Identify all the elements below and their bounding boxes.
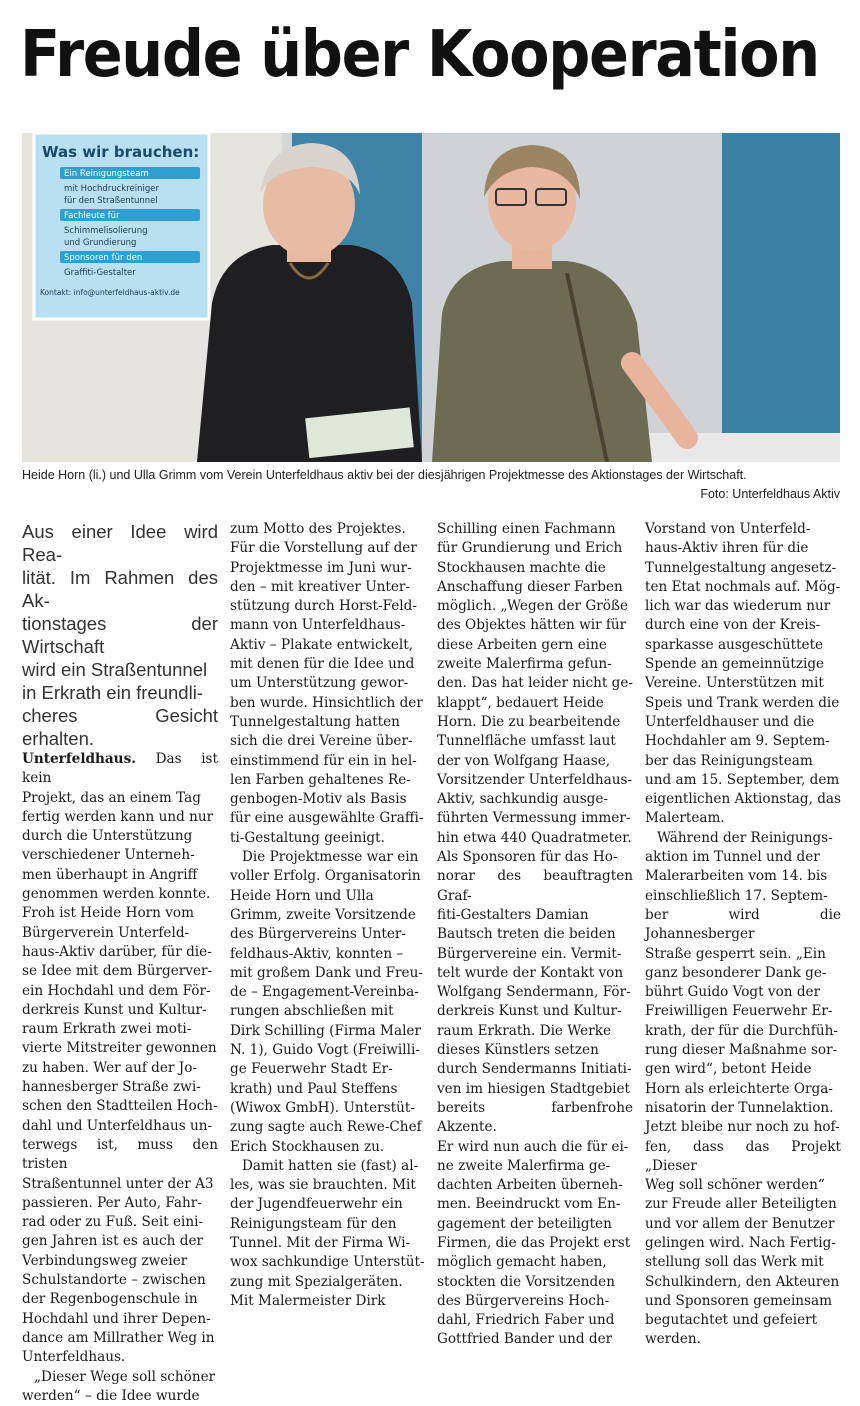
- photo-illustration: [22, 133, 840, 462]
- caption-text: Heide Horn (li.) und Ulla Grimm vom Verein Unterfeldhaus aktiv bei der diesjährigen Projektmesse des Aktionstages der Wirtschaft.: [22, 466, 840, 485]
- body-paragraph: Schilling einen Fachmann für Grundierung und Erich Stockhausen machte die Anschaffung dieser Farben möglich. „Wegen der Größe des Objektes hätten wir für diese Arbeiten gern eine zweite Malerfirma gefun- den. Das hat leider nicht ge- klappt“, bedauert Heide Horn. Die zu bearbeitende Tunnelfläche umfasst laut der von Wolfgang Haase, Vorsitzender Unterfeldhaus- Aktiv, sachkundig ausge- führten Vermessung immer- hin etwa 440 Quadratmeter. Als Sponsoren für das Ho- norar des beauftragten Graf- fiti-Gestalters Damian Bautsch treten die beiden Bürgervereine ein. Vermit- telt wurde der Kontakt von Wolfgang Sendermann, För- derkreis Kunst und Kultur- raum Erkrath. Die Werke dieses Künstlers setzen durch Sendermanns Initiati- ven im hiesigen Stadtgebiet bereits farbenfrohe Akzente. Er wird nun auch die für ei- ne zweite Malerfirma ge- dachten Arbeiten überneh- men. Beeindruckt vom En- gagement der beteiligten Firmen, die das Projekt erst möglich gemacht haben, stockten die Vorsitzenden des Bürgervereins Hoch- dahl, Friedrich Faber und Gottfried Bander und der: [437, 520, 633, 1350]
- body-text: Das ist kein Projekt, das an einem Tag fertig werden kann und nur durch die Unterstützung verschiedener Unterneh- men überhaupt in Angriff genommen werden konnte. Froh ist Heide Horn vom Bürgerverein Unterfeld- haus-Aktiv darüber, für die- se Idee mit dem Bürgerver- ein Hochdahl und dem För- derkreis Kunst und Kultur- raum Erkrath zwei moti- vierte Mitstreiter gewonnen zu haben. Wer auf der Jo- hannesberger Straße zwi- schen den Stadtteilen Hoch- dahl und Unterfeldhaus un- terwegs ist, muss den tristen Straßentunnel unter der A3 passieren. Per Auto, Fahr- rad oder zu Fuß. Seit eini- gen Jahren ist es auch der Verbindungsweg zweier Schulstandorte – zwischen der Regenbogenschule in Hochdahl und ihrer Depen- dance am Millrather Weg in Unterfeldhaus.: [22, 751, 218, 1365]
- headline: Freude über Kooperation: [20, 12, 784, 98]
- article-column-1: [22, 520, 218, 1406]
- body-paragraph: Die Projektmesse war ein voller Erfolg. Organisatorin Heide Horn und Ulla Grimm, zweite Vorsitzende des Bürgervereins Unter- feldhaus-Aktiv, konnten – mit großem Dank und Freu- de – Engagement-Vereinba- rungen abschließen mit Dirk Schilling (Firma Maler N. 1), Guido Vogt (Freiwilli- ge Feuerwehr Stadt Er- krath) und Paul Steffens (Wiwox GmbH). Unterstüt- zung sagte auch Rewe-Chef Erich Stockhausen zu.: [230, 848, 426, 1157]
- article-column-2: [230, 520, 426, 1311]
- photo-caption: [22, 466, 840, 504]
- lead-paragraph: Aus einer Idee wird Rea- lität. Im Rahmen des Ak- tionstages der Wirtschaft wird ein Straßentunnel in Erkrath ein freundli- cheres Gesicht erhalten.: [22, 520, 218, 750]
- body-paragraph: „Dieser Wege soll schöner werden“ – die Idee wurde: [22, 1368, 218, 1406]
- poster-contact: Kontakt: info@unterfeldhaus-aktiv.de: [40, 288, 180, 297]
- poster-item: Fachleute für: [64, 211, 120, 221]
- poster-item: für den Straßentunnel: [64, 196, 158, 206]
- poster-item: und Grundierung: [64, 238, 136, 248]
- body-paragraph: Vorstand von Unterfeld- haus-Aktiv ihren für die Tunnelgestaltung angesetz- ten Etat nochmals auf. Mög- lich war das wiederum nur durch eine von der Kreis- sparkasse ausgeschüttete Spende an gemeinnützige Vereine. Unterstützen mit Speis und Trank werden die Unterfeldhauser und die Hochdahler am 9. Septem- ber das Reinigungsteam und am 15. September, dem eigentlichen Aktionstag, das Malerteam.: [645, 520, 841, 829]
- article-column-3: [437, 520, 633, 1350]
- article-photo: [22, 133, 840, 462]
- poster-item: mit Hochdruckreiniger: [64, 184, 159, 194]
- article-column-4: [645, 520, 841, 1350]
- photo-credit: Foto: Unterfeldhaus Aktiv: [22, 485, 840, 504]
- body-paragraph: [22, 750, 218, 1368]
- dateline: Unterfeldhaus.: [22, 751, 136, 767]
- poster-item: Schimmelisolierung: [64, 226, 148, 236]
- poster-item: Sponsoren für den: [64, 253, 142, 263]
- poster-title: Was wir brauchen:: [42, 143, 199, 161]
- poster-item: Ein Reinigungsteam: [64, 169, 149, 179]
- poster-item: Graffiti-Gestalter: [64, 268, 136, 278]
- body-paragraph: Damit hatten sie (fast) al- les, was sie brauchten. Mit der Jugendfeuerwehr ein Reinigungsteam für den Tunnel. Mit der Firma Wi- wox sachkundige Unterstüt- zung mit Spezialgeräten. Mit Malermeister Dirk: [230, 1157, 426, 1311]
- body-paragraph: zum Motto des Projektes. Für die Vorstellung auf der Projektmesse im Juni wur- den – mit kreativer Unter- stützung durch Horst-Feld- mann von Unterfeldhaus- Aktiv – Plakate entwickelt, mit denen für die Idee und um Unterstützung gewor- ben wurde. Hinsichtlich der Tunnelgestaltung hatten sich die drei Vereine über- einstimmend für ein in hel- len Farben gehaltenes Re- genbogen-Motiv als Basis für eine ausgewählte Graffi- ti-Gestaltung geeinigt.: [230, 520, 426, 848]
- body-paragraph: Während der Reinigungs- aktion im Tunnel und der Malerarbeiten vom 14. bis einschließlich 17. Septem- ber wird die Johannesberger Straße gesperrt sein. „Ein ganz besonderer Dank ge- bührt Guido Vogt von der Freiwilligen Feuerwehr Er- krath, der für die Durchfüh- rung dieser Maßnahme sor- gen wird“, betont Heide Horn als erleichterte Orga- nisatorin der Tunnelaktion. Jetzt bleibe nur noch zu hof- fen, dass das Projekt „Dieser Weg soll schöner werden“ zur Freude aller Beteiligten und vor allem der Benutzer gelingen wird. Nach Fertig- stellung soll das Werk mit Schulkindern, den Akteuren und Sponsoren gemeinsam begutachtet und gefeiert werden.: [645, 829, 841, 1350]
